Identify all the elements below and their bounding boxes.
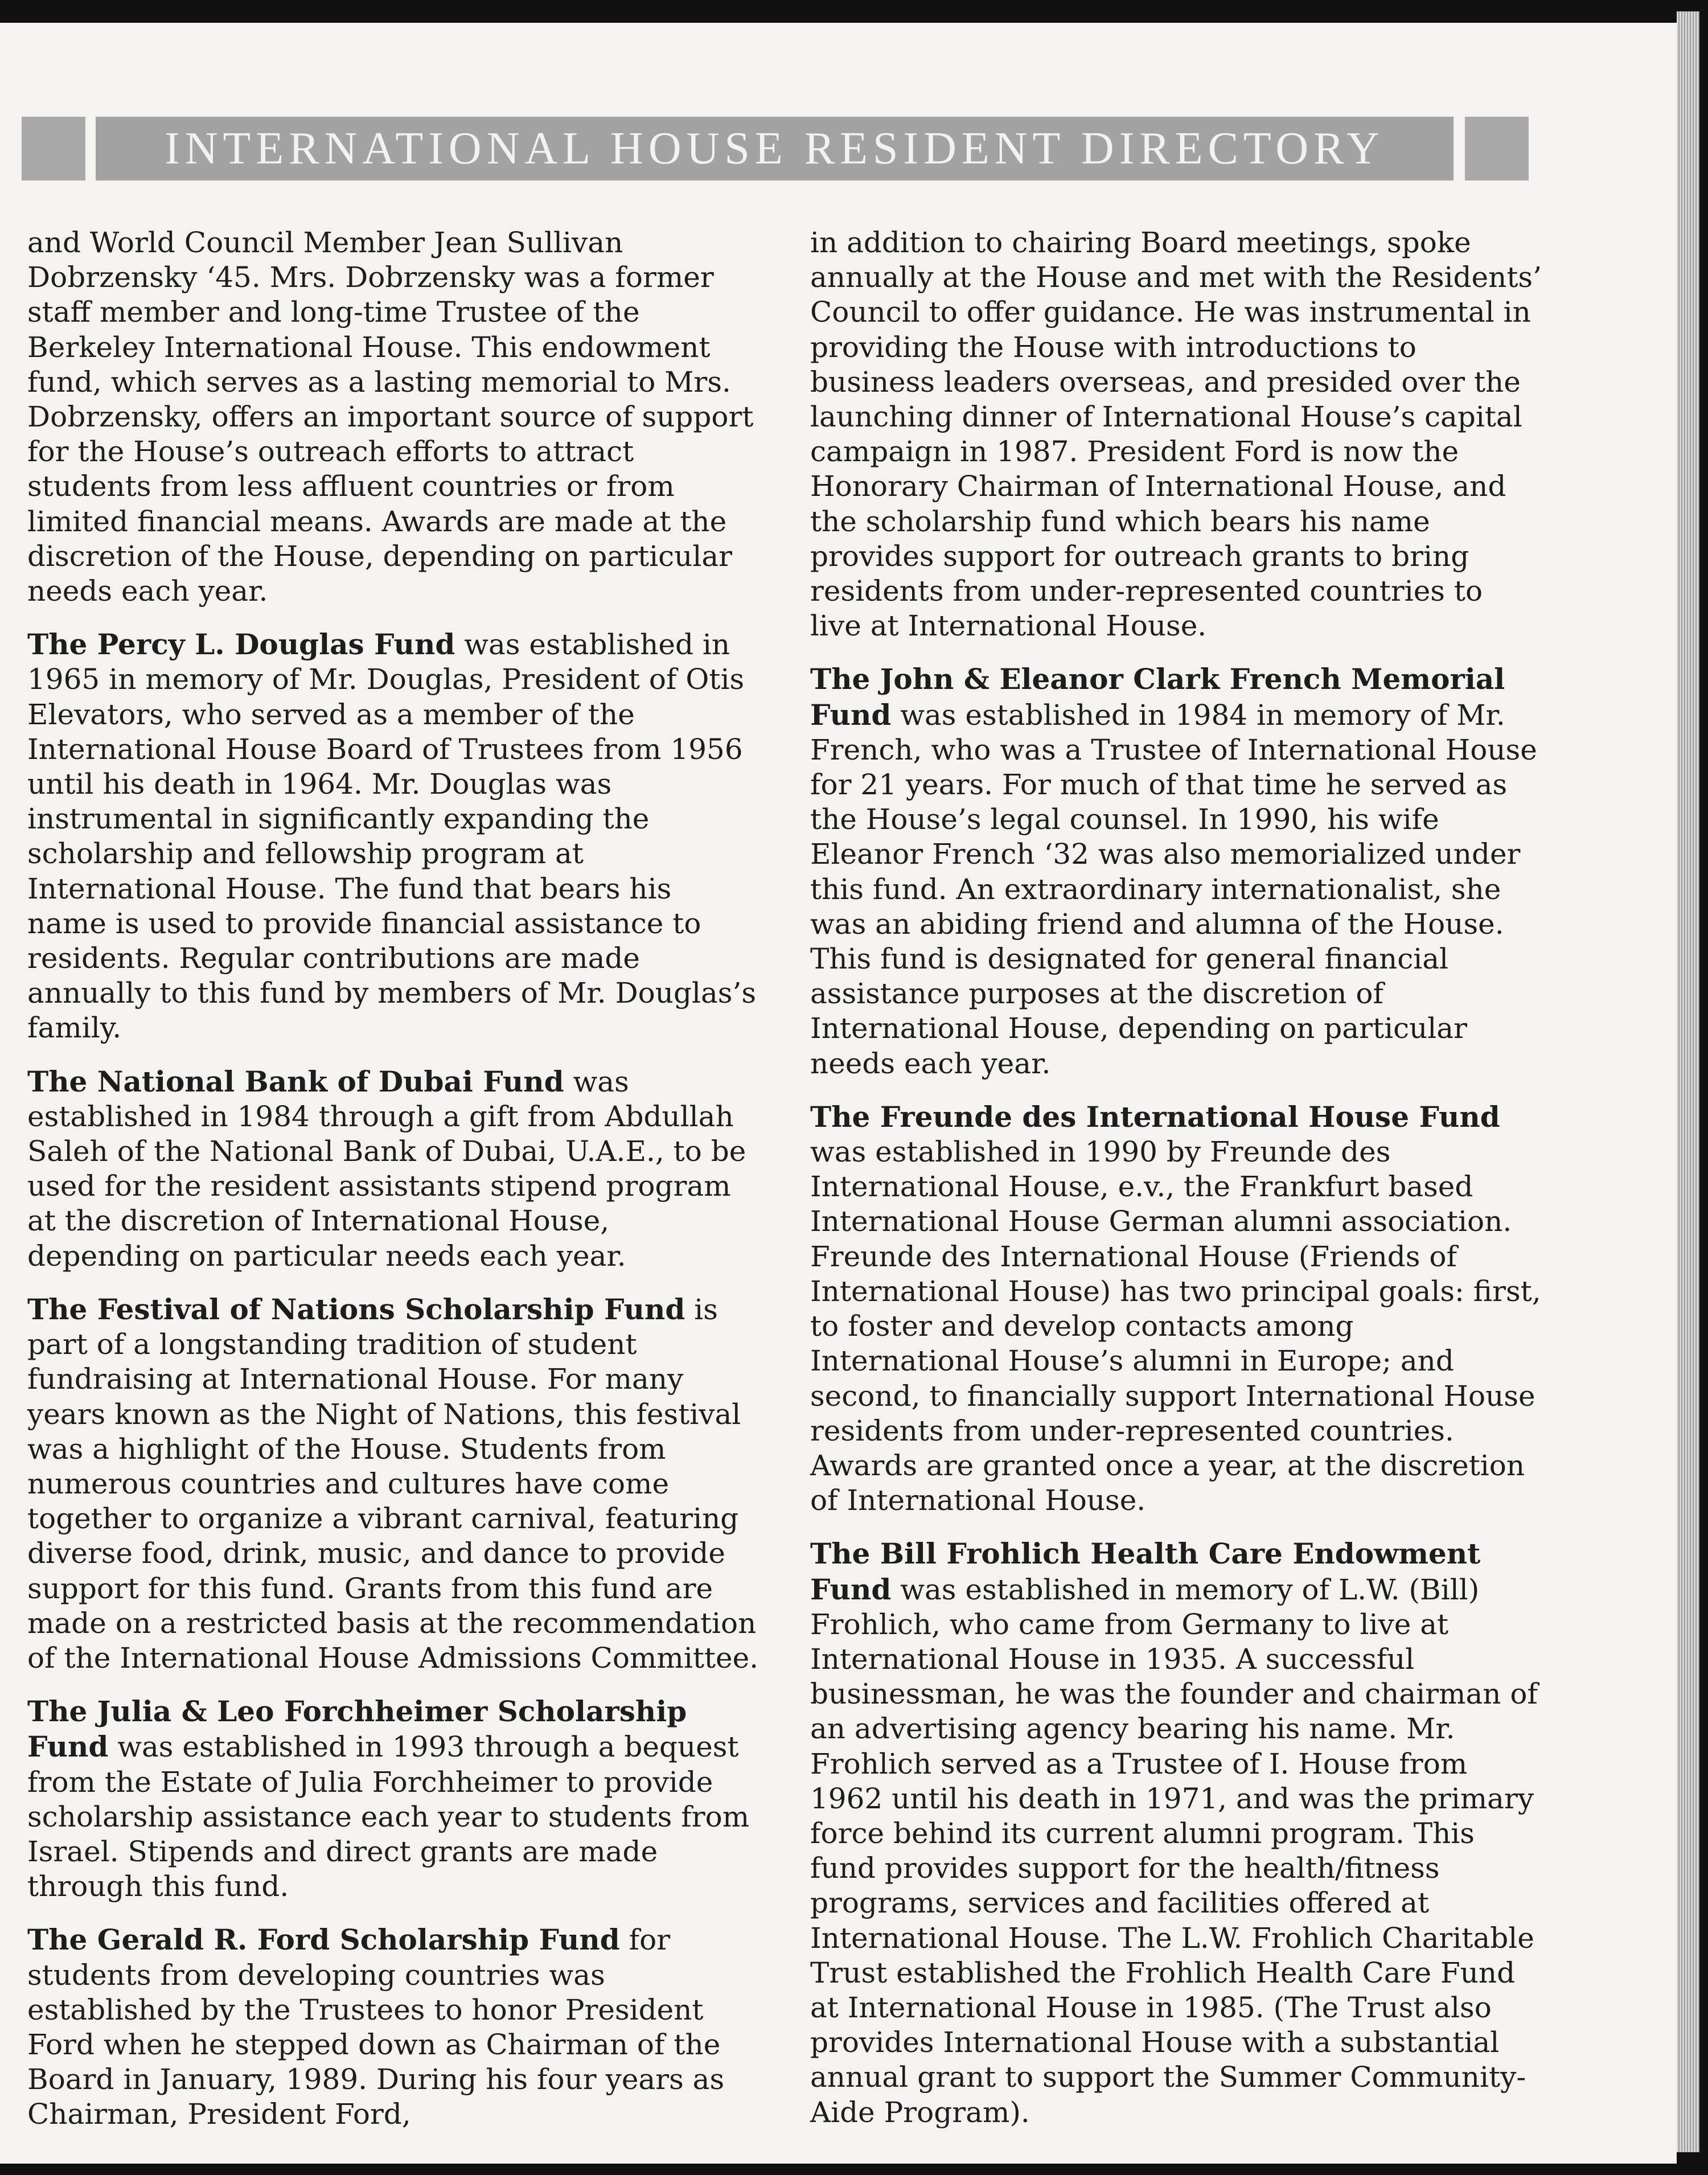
header-banner [96, 117, 1454, 180]
fund-description: was established in 1993 through a bequest from the Estate of Julia Forchheimer to provide scholarship assistance each year to students from Israel. Stipends and direct grants are made through this fund. [27, 1730, 750, 1903]
fund-title: The Freunde des International House Fund [810, 1099, 1500, 1134]
fund-title: The National Bank of Dubai Fund [27, 1064, 564, 1098]
fund-description: is part of a longstanding tradition of student fundraising at International House. For many years known as the Night of Nations, this festival was a highlight of the House. Students from numerous countries and cultures have come together to organize a vibrant carnival, featuring diverse food, drink, music, and dance to provide support for this fund. Grants from this fund are made on a restricted basis at the recommendation of the International House Admissions Committee. [27, 1292, 759, 1675]
paragraph [810, 1536, 1542, 2129]
header-block-right [1465, 117, 1529, 180]
paragraph [27, 1064, 759, 1274]
fund-description: in addition to chairing Board meetings, spoke annually at the House and met with the Residents’ Council to offer guidance. He was instrumental in providing the House with introductions to business leaders overseas, and presided over the launching dinner of International House’s capital campaign in 1987. President Ford is now the Honorary Chairman of International House, and the scholarship fund which bears his name provides support for outreach grants to bring residents from under-represented countries to live at International House. [810, 226, 1542, 643]
header-block-left [22, 117, 85, 180]
page [0, 23, 1677, 2164]
fund-description: and World Council Member Jean Sullivan Dobrzensky ‘45. Mrs. Dobrzensky was a former staff member and long-time Trustee of the Berkeley International House. This endowment fund, which serves as a lasting memorial to Mrs. Dobrzensky, offers an important source of support for the House’s outreach efforts to attract students from less affluent countries or from limited financial means. Awards are made at the discretion of the House, depending on particular needs each year. [27, 226, 754, 608]
fund-description: was established in 1984 through a gift from Abdullah Saleh of the National Bank of Dubai, U.A.E., to be used for the resident assistants stipend program at the discretion of International House, depending on particular needs each year. [27, 1065, 746, 1273]
paragraph [27, 1694, 759, 1904]
paragraph [810, 662, 1542, 1081]
page-stack-edge [1677, 11, 1699, 2152]
fund-description: was established in 1965 in memory of Mr. Douglas, President of Otis Elevators, who served as a member of the International House Board of Trustees from 1956 until his death in 1964. Mr. Douglas was instrumental in significantly expanding the scholarship and fellowship program at International House. The fund that bears his name is used to provide financial assistance to residents. Regular contributions are made annually to this fund by members of Mr. Douglas’s family. [27, 628, 757, 1045]
fund-title: The Gerald R. Ford Scholarship Fund [27, 1923, 620, 1957]
paragraph [27, 1292, 759, 1676]
left-column [27, 225, 759, 2151]
right-column [810, 225, 1542, 2148]
fund-title: The Percy L. Douglas Fund [27, 627, 455, 662]
paragraph [27, 225, 759, 609]
paragraph [27, 627, 759, 1045]
paragraph [27, 1922, 759, 2132]
fund-title: The John & Eleanor Clark French Memorial Fund [810, 662, 1505, 732]
fund-title: The Julia & Leo Forchheimer Scholarship Fund [27, 1694, 687, 1764]
fund-title: The Festival of Nations Scholarship Fund [27, 1292, 685, 1326]
fund-description: was established in 1984 in memory of Mr. French, who was a Trustee of International House for 21 years. For much of that time he served as the House’s legal counsel. In 1990, his wife Eleanor French ‘32 was also memorialized under this fund. An extraordinary internationalist, she was an abiding friend and alumna of the House. This fund is designated for general financial assistance purposes at the discretion of International House, depending on particular needs each year. [810, 698, 1537, 1080]
fund-description: was established in memory of L.W. (Bill) Frohlich, who came from Germany to live at International House in 1935. A successful businessman, he was the founder and chairman of an advertising agency bearing his name. Mr. Frohlich served as a Trustee of I. House from 1962 until his death in 1971, and was the primary force behind its current alumni program. This fund provides support for the health/fitness programs, services and facilities offered at International House. The L.W. Frohlich Charitable Trust established the Frohlich Health Care Fund at International House in 1985. (The Trust also provides International House with a substantial annual grant to support the Summer Community-Aide Program). [810, 1573, 1538, 2129]
fund-description: was established in 1990 by Freunde des International House, e.v., the Frankfurt based International House German alumni association. Freunde des International House (Friends of International House) has two principal goals: first, to foster and develop contacts among International House’s alumni in Europe; and second, to financially support International House residents from under-represented countries. Awards are granted once a year, at the discretion of International House. [810, 1135, 1541, 1517]
paragraph [810, 225, 1542, 643]
fund-description: for students from developing countries was established by the Trustees to honor President Ford when he stepped down as Chairman of the Board in January, 1989. During his four years as Chairman, President Ford, [27, 1923, 725, 2131]
fund-title: The Bill Frohlich Health Care Endowment Fund [810, 1537, 1481, 1606]
paragraph [810, 1099, 1542, 1518]
page-title: INTERNATIONAL HOUSE RESIDENT DIRECTORY [165, 123, 1385, 174]
